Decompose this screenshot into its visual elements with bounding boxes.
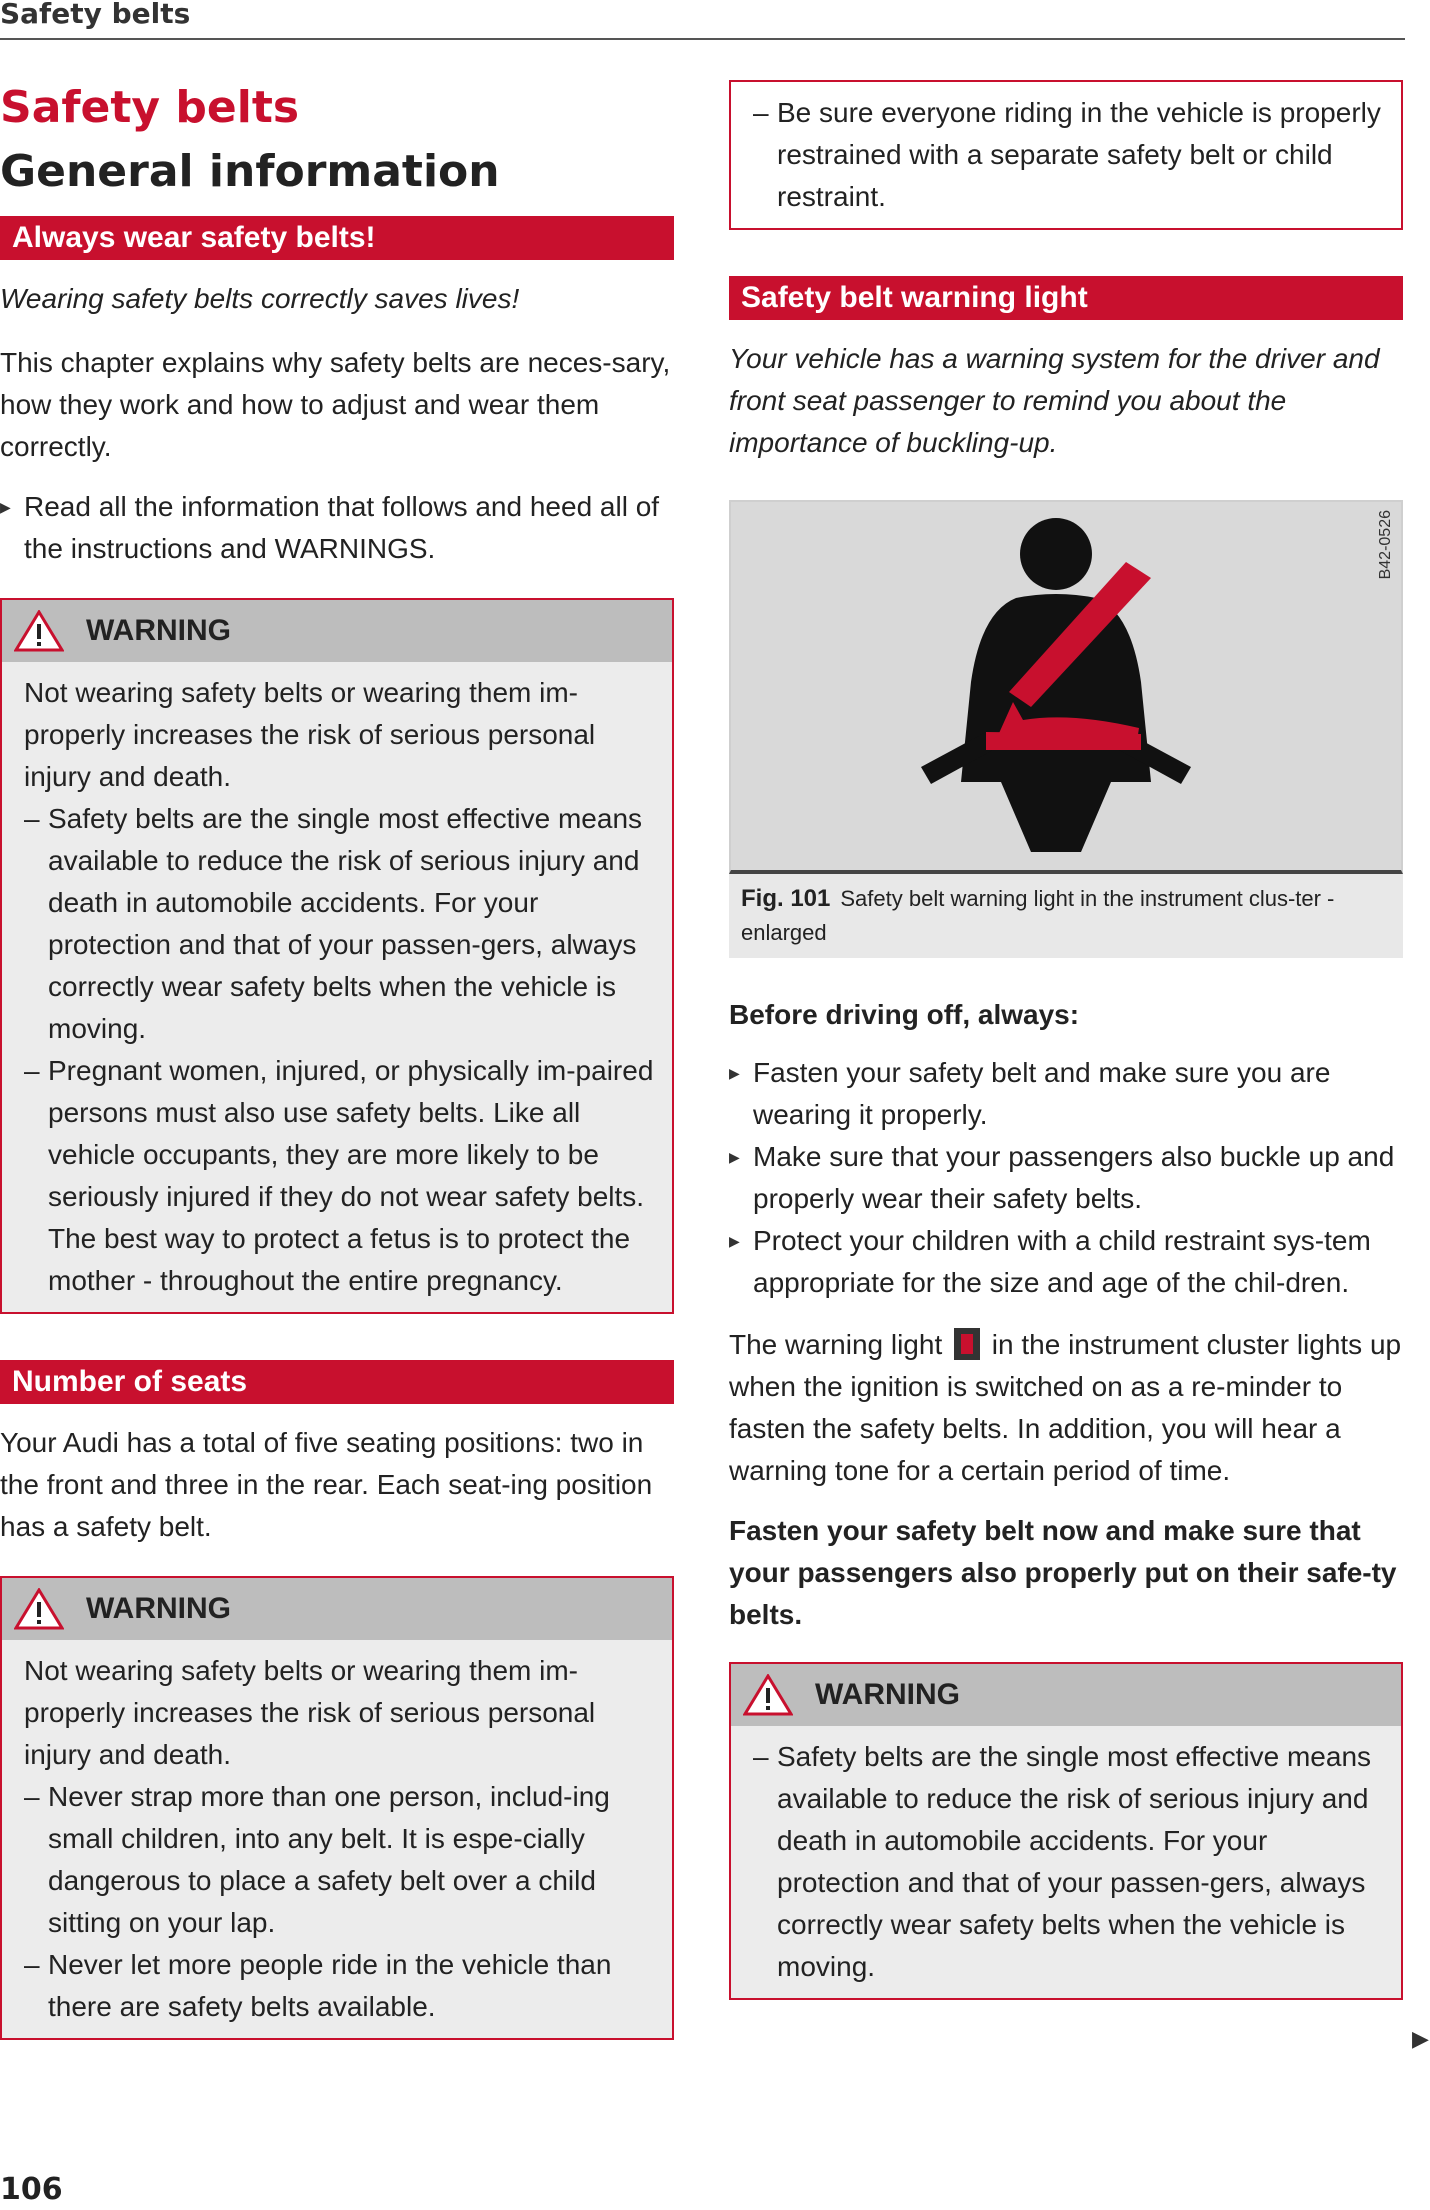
warning-body: [2, 1640, 672, 2038]
left-column: [0, 72, 674, 2086]
warning-triangle-icon: [14, 610, 64, 652]
before-item: ▶ Protect your children with a child restraint sys-tem appropriate for the size and age of the chil-dren.: [729, 1220, 1403, 1304]
warning-item: – Never strap more than one person, includ-ing small children, into any belt. It is espe-cially dangerous to place a safety belt over a child sitting on your lap.: [24, 1776, 654, 1944]
note-list: [753, 92, 1383, 218]
banner-warning-light: Safety belt warning light: [729, 276, 1403, 320]
warning-item: – Safety belts are the single most effective means available to reduce the risk of serious injury and death in automobile accidents. For your protection and that of your passen-gers, always correctly wear safety belts when the vehicle is moving.: [24, 798, 654, 1050]
warning-triangle-icon: [743, 1674, 793, 1716]
warning-triangle-icon: [14, 1588, 64, 1630]
figure-seatbelt-light: [729, 500, 1403, 874]
intro-text: Your vehicle has a warning system for the driver and front seat passenger to remind you about the importance of buckling-up.: [729, 343, 1380, 458]
warning-body: [2, 662, 672, 1312]
banner-always-wear: Always wear safety belts!: [0, 216, 674, 260]
warning-light-text: [729, 1324, 1403, 1492]
running-header: Safety belts: [0, 0, 1405, 40]
chapter-title: Safety belts: [0, 82, 300, 133]
warning-title: WARNING: [86, 1592, 231, 1625]
warning-box: [0, 598, 674, 1314]
seats-text: Your Audi has a total of five seating positions: two in the front and three in the rear. Each seat-ing position has a safety belt.: [0, 1427, 653, 1542]
figure-label: Fig. 101: [741, 885, 831, 912]
warning-header: [731, 1664, 1401, 1726]
warning-list: [753, 1736, 1383, 1988]
warning-header: [2, 1578, 672, 1640]
warning-item: – Safety belts are the single most effective means available to reduce the risk of serious injury and death in automobile accidents. For your protection and that of your passen-gers, always correctly wear safety belts when the vehicle is moving.: [753, 1736, 1383, 1988]
banner-number-of-seats: Number of seats: [0, 1360, 674, 1404]
warning-list: [24, 1776, 654, 2028]
before-item: ▶ Make sure that your passengers also buckle up and properly wear their safety belts.: [729, 1136, 1403, 1220]
right-column: [729, 80, 1403, 2046]
warning-text: Not wearing safety belts or wearing them im-properly increases the risk of serious personal injury and death.: [24, 1655, 596, 1770]
seatbelt-warning-light-icon: [954, 1328, 980, 1360]
instruction-item: ▶ Read all the information that follows and heed all of the instructions and WARNINGS.: [0, 486, 674, 570]
page-number: 106: [0, 2172, 63, 2207]
warning-item: – Never let more people ride in the vehicle than there are safety belts available.: [24, 1944, 654, 2028]
before-heading: Before driving off, always:: [729, 999, 1080, 1030]
continued-note-box: [729, 80, 1403, 230]
section-title: General information: [0, 146, 500, 197]
warning-list: [24, 798, 654, 1302]
warning-light-text-a: The warning light: [729, 1329, 943, 1360]
intro-text: Wearing safety belts correctly saves lives!: [0, 283, 520, 314]
warning-light-text-b: in the instrument cluster lights up when the ignition is switched on as a re-minder to fasten the safety belts. In addition, you will hear a warning tone for a certain period of time.: [729, 1329, 1402, 1486]
continue-arrow-icon: ▶: [1412, 2027, 1429, 2052]
note-item: – Be sure everyone riding in the vehicle is properly restrained with a separate safety belt or child restraint.: [753, 92, 1383, 218]
warning-item: – Pregnant women, injured, or physically im-paired persons must also use safety belts. Like all vehicle occupants, they are more likely to be seriously injured if they do not wear safety belts. The best way to protect a fetus is to protect the mother - throughout the entire pregnancy.: [24, 1050, 654, 1302]
warning-header: [2, 600, 672, 662]
warning-title: WARNING: [86, 614, 231, 647]
warning-body: [731, 1726, 1401, 1998]
figure-id: B42-0526: [1377, 510, 1394, 580]
before-list: [729, 1052, 1403, 1304]
warning-title: WARNING: [815, 1678, 960, 1711]
body-text: This chapter explains why safety belts are neces-sary, how they work and how to adjust and wear them correctly.: [0, 347, 671, 462]
figure-caption: [729, 874, 1403, 958]
figure-caption-text: Safety belt warning light in the instrument clus-ter - enlarged: [741, 886, 1335, 945]
seatbelt-person-icon: [731, 502, 1401, 870]
instruction-list: [0, 486, 674, 570]
warning-box: [0, 1576, 674, 2040]
warning-box: [729, 1662, 1403, 2000]
warning-text: Not wearing safety belts or wearing them im-properly increases the risk of serious personal injury and death.: [24, 677, 596, 792]
fasten-instruction: Fasten your safety belt now and make sure that your passengers also properly put on their safe-ty belts.: [729, 1515, 1397, 1630]
before-item: ▶ Fasten your safety belt and make sure you are wearing it properly.: [729, 1052, 1403, 1136]
